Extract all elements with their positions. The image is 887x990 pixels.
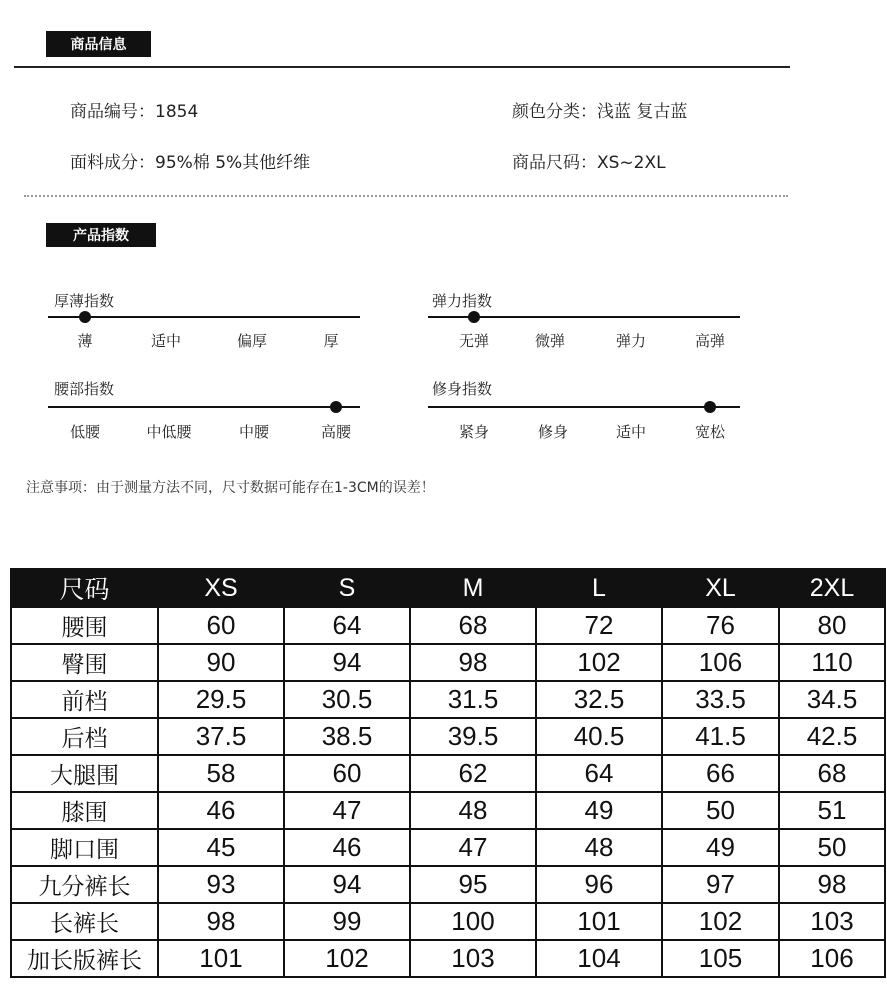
table-cell: 45 (158, 829, 284, 866)
index-option: 微弹 (534, 332, 565, 350)
divider (14, 66, 790, 68)
table-cell: 99 (284, 903, 410, 940)
size-table (10, 568, 886, 978)
table-cell: 93 (158, 866, 284, 903)
table-cell: 98 (779, 866, 885, 903)
table-row (11, 644, 885, 681)
table-cell: 47 (410, 829, 536, 866)
table-cell: 42.5 (779, 718, 885, 755)
table-row (11, 903, 885, 940)
table-cell: 68 (410, 607, 536, 644)
table-cell: 66 (662, 755, 779, 792)
table-cell: 102 (662, 903, 779, 940)
table-cell: 106 (662, 644, 779, 681)
index-scale-line (428, 406, 740, 408)
table-cell: 104 (536, 940, 662, 977)
row-label: 脚口围 (11, 829, 158, 866)
index-scale-line (48, 406, 360, 408)
header-size-xl: XL (662, 569, 779, 607)
table-cell: 95 (410, 866, 536, 903)
index-option: 宽松 (694, 423, 725, 441)
index-option: 高腰 (320, 423, 351, 441)
table-cell: 94 (284, 644, 410, 681)
table-row (11, 607, 885, 644)
table-cell: 103 (779, 903, 885, 940)
index-title: 弹力指数 (432, 292, 493, 310)
item-number: 商品编号：1854 (70, 102, 199, 122)
table-cell: 72 (536, 607, 662, 644)
table-cell: 102 (284, 940, 410, 977)
table-cell: 48 (536, 829, 662, 866)
header-size-m: M (410, 569, 536, 607)
table-cell: 102 (536, 644, 662, 681)
index-marker (79, 311, 91, 323)
index-option: 无弹 (458, 332, 489, 350)
table-cell: 50 (662, 792, 779, 829)
table-cell: 64 (536, 755, 662, 792)
measurement-note: 注意事项：由于测量方法不同，尺寸数据可能存在1-3CM的误差！ (26, 480, 435, 496)
table-cell: 80 (779, 607, 885, 644)
dotted-divider (24, 195, 788, 197)
row-label: 后档 (11, 718, 158, 755)
index-option: 薄 (77, 332, 93, 350)
index-option: 中低腰 (146, 423, 192, 441)
table-cell: 51 (779, 792, 885, 829)
table-cell: 97 (662, 866, 779, 903)
table-cell: 41.5 (662, 718, 779, 755)
size-table-header (11, 569, 885, 607)
table-cell: 29.5 (158, 681, 284, 718)
table-cell: 101 (536, 903, 662, 940)
table-cell: 49 (662, 829, 779, 866)
header-size-label: 尺码 (11, 569, 158, 607)
index-option: 低腰 (69, 423, 100, 441)
table-cell: 40.5 (536, 718, 662, 755)
table-cell: 76 (662, 607, 779, 644)
table-row (11, 940, 885, 977)
index-marker (330, 401, 342, 413)
table-cell: 32.5 (536, 681, 662, 718)
table-cell: 46 (158, 792, 284, 829)
table-cell: 98 (410, 644, 536, 681)
index-option: 修身 (537, 423, 568, 441)
index-option: 厚 (323, 332, 339, 350)
header-size-2xl: 2XL (779, 569, 885, 607)
table-cell: 110 (779, 644, 885, 681)
table-cell: 64 (284, 607, 410, 644)
fabric-composition: 面料成分：95%棉 5%其他纤维 (70, 153, 311, 173)
index-scale-line (48, 316, 360, 318)
index-marker (704, 401, 716, 413)
table-cell: 39.5 (410, 718, 536, 755)
table-row (11, 792, 885, 829)
table-cell: 60 (158, 607, 284, 644)
table-cell: 33.5 (662, 681, 779, 718)
table-cell: 100 (410, 903, 536, 940)
table-cell: 47 (284, 792, 410, 829)
table-row (11, 866, 885, 903)
index-option: 弹力 (615, 332, 646, 350)
index-option: 适中 (150, 332, 181, 350)
table-cell: 103 (410, 940, 536, 977)
table-cell: 60 (284, 755, 410, 792)
table-cell: 48 (410, 792, 536, 829)
index-title: 修身指数 (432, 380, 493, 398)
row-label: 臀围 (11, 644, 158, 681)
section-label-product-info: 商品信息 (46, 31, 151, 57)
index-option: 高弹 (694, 332, 725, 350)
table-cell: 98 (158, 903, 284, 940)
row-label: 大腿围 (11, 755, 158, 792)
row-label: 加长版裤长 (11, 940, 158, 977)
table-row (11, 755, 885, 792)
row-label: 腰围 (11, 607, 158, 644)
section-label-product-index: 产品指数 (46, 223, 156, 247)
color-category: 颜色分类：浅蓝 复古蓝 (512, 102, 688, 122)
index-option: 偏厚 (236, 332, 267, 350)
table-cell: 34.5 (779, 681, 885, 718)
table-cell: 105 (662, 940, 779, 977)
table-cell: 90 (158, 644, 284, 681)
index-title: 厚薄指数 (54, 292, 115, 310)
table-cell: 50 (779, 829, 885, 866)
table-row (11, 681, 885, 718)
table-cell: 101 (158, 940, 284, 977)
table-cell: 46 (284, 829, 410, 866)
table-cell: 37.5 (158, 718, 284, 755)
table-cell: 96 (536, 866, 662, 903)
table-cell: 49 (536, 792, 662, 829)
table-cell: 94 (284, 866, 410, 903)
table-cell: 62 (410, 755, 536, 792)
table-row (11, 829, 885, 866)
table-cell: 30.5 (284, 681, 410, 718)
table-cell: 38.5 (284, 718, 410, 755)
table-cell: 106 (779, 940, 885, 977)
table-cell: 31.5 (410, 681, 536, 718)
index-option: 紧身 (458, 423, 489, 441)
index-title: 腰部指数 (54, 380, 115, 398)
header-size-xs: XS (158, 569, 284, 607)
header-size-s: S (284, 569, 410, 607)
table-cell: 58 (158, 755, 284, 792)
row-label: 九分裤长 (11, 866, 158, 903)
table-cell: 68 (779, 755, 885, 792)
header-size-l: L (536, 569, 662, 607)
row-label: 前档 (11, 681, 158, 718)
index-marker (468, 311, 480, 323)
index-option: 中腰 (238, 423, 269, 441)
row-label: 长裤长 (11, 903, 158, 940)
table-row (11, 718, 885, 755)
row-label: 膝围 (11, 792, 158, 829)
index-option: 适中 (615, 423, 646, 441)
size-range: 商品尺码：XS~2XL (512, 153, 666, 173)
